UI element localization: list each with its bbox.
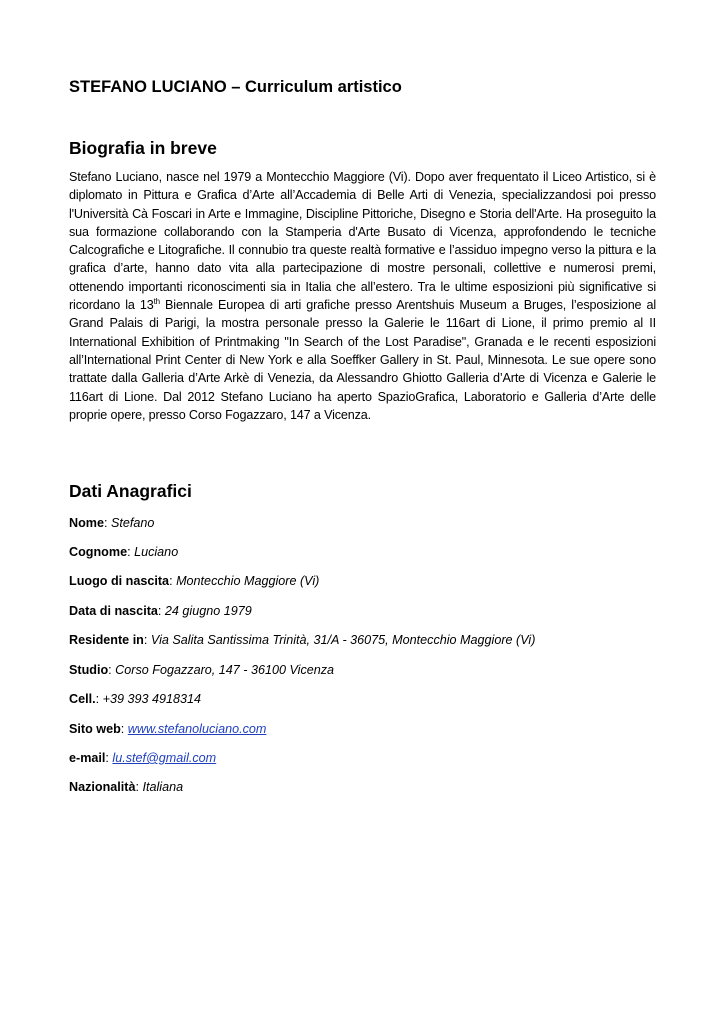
field-sito-web: Sito web: www.stefanoluciano.com [69,722,267,736]
personal-data-heading: Dati Anagrafici [69,481,192,501]
field-label: Data di nascita [69,604,158,618]
field-studio: Studio: Corso Fogazzaro, 147 - 36100 Vicenza [69,663,335,677]
biography-superscript: th [153,296,160,306]
field-email: e-mail: lu.stef@gmail.com [69,751,217,765]
field-value: Corso Fogazzaro, 147 - 36100 Vicenza [115,663,335,677]
field-value: Italiana [142,780,184,794]
field-label: Nome [69,516,104,530]
biography-text-part1: Stefano Luciano, nasce nel 1979 a Montecchio Maggiore (Vi). Dopo aver frequentato il Liceo Artistico, si è diplomato in Pittura e Grafica d’Arte all’Accademia di Belle Arti di Venezia, specializzandosi poi presso l'Università Cà Foscari in Arte e Immagine, Discipline Pittoriche, Disegno e Storia dell'Arte. Ha proseguito la sua formazione collaborando con la Stamperia d'Arte Busato di Vicenza, approfondendo le tecniche Calcografiche e Litografiche. Il connubio tra queste realtà formative e l’assiduo impegno verso la pittura e la grafica d’arte, hanno dato vita alla partecipazione di mostre personali, collettive e numerosi premi, ottenendo importanti riconoscimenti sia in Italia che all’estero. Tra le ultime esposizioni più significative si ricordano la 13 [69,170,656,313]
website-link[interactable]: www.stefanoluciano.com [127,722,267,736]
field-label: Sito web [69,722,121,736]
document-title: STEFANO LUCIANO – Curriculum artistico [69,78,402,96]
biography-paragraph [69,168,656,424]
email-link[interactable]: lu.stef@gmail.com [112,751,217,765]
field-label: Nazionalità [69,780,136,794]
field-value: Montecchio Maggiore (Vi) [176,574,320,588]
field-residente-in: Residente in: Via Salita Santissima Trinità, 31/A - 36075, Montecchio Maggiore (Vi) [69,633,536,647]
field-nome: Nome: Stefano [69,516,155,530]
biography-text-part2: Biennale Europea di arti grafiche presso Arentshuis Museum a Bruges, l’esposizione al Grand Palais di Parigi, la mostra personale presso la Galerie le 116art di Lione, il primo premio al II International Exhibition of Printmaking "In Search of the Lost Paradise", Granada e le recenti esposizioni all’International Print Center di New York e alla Soeffker Gallery in St. Paul, Minnesota. Le sue opere sono trattate dalla Galleria d’Arte Arkè di Venezia, da Alessandro Ghiotto Galleria d’Arte di Vicenza e Galerie le 116art di Lione. Dal 2012 Stefano Luciano ha aperto SpazioGrafica, Laboratorio e Galleria d’Arte delle proprie opere, presso Corso Fogazzaro, 147 a Vicenza. [69,298,657,422]
field-nazionalita: Nazionalità: Italiana [69,780,184,794]
field-luogo-di-nascita: Luogo di nascita: Montecchio Maggiore (Vi) [69,574,320,588]
field-cognome: Cognome: Luciano [69,545,179,559]
field-label: Cognome [69,545,128,559]
field-label: Cell. [69,692,96,706]
field-label: Studio [69,663,109,677]
biography-heading: Biografia in breve [69,138,217,158]
field-value: +39 393 4918314 [102,692,202,706]
field-value: Luciano [134,545,179,559]
field-value: 24 giugno 1979 [164,604,252,618]
field-data-di-nascita: Data di nascita: 24 giugno 1979 [69,604,252,618]
field-label: Residente in [69,633,144,647]
field-label: Luogo di nascita [69,574,170,588]
field-label: e-mail [69,751,106,765]
field-value: Via Salita Santissima Trinità, 31/A - 36075, Montecchio Maggiore (Vi) [150,633,536,647]
field-value: Stefano [111,516,155,530]
field-cell: Cell.: +39 393 4918314 [69,692,202,706]
